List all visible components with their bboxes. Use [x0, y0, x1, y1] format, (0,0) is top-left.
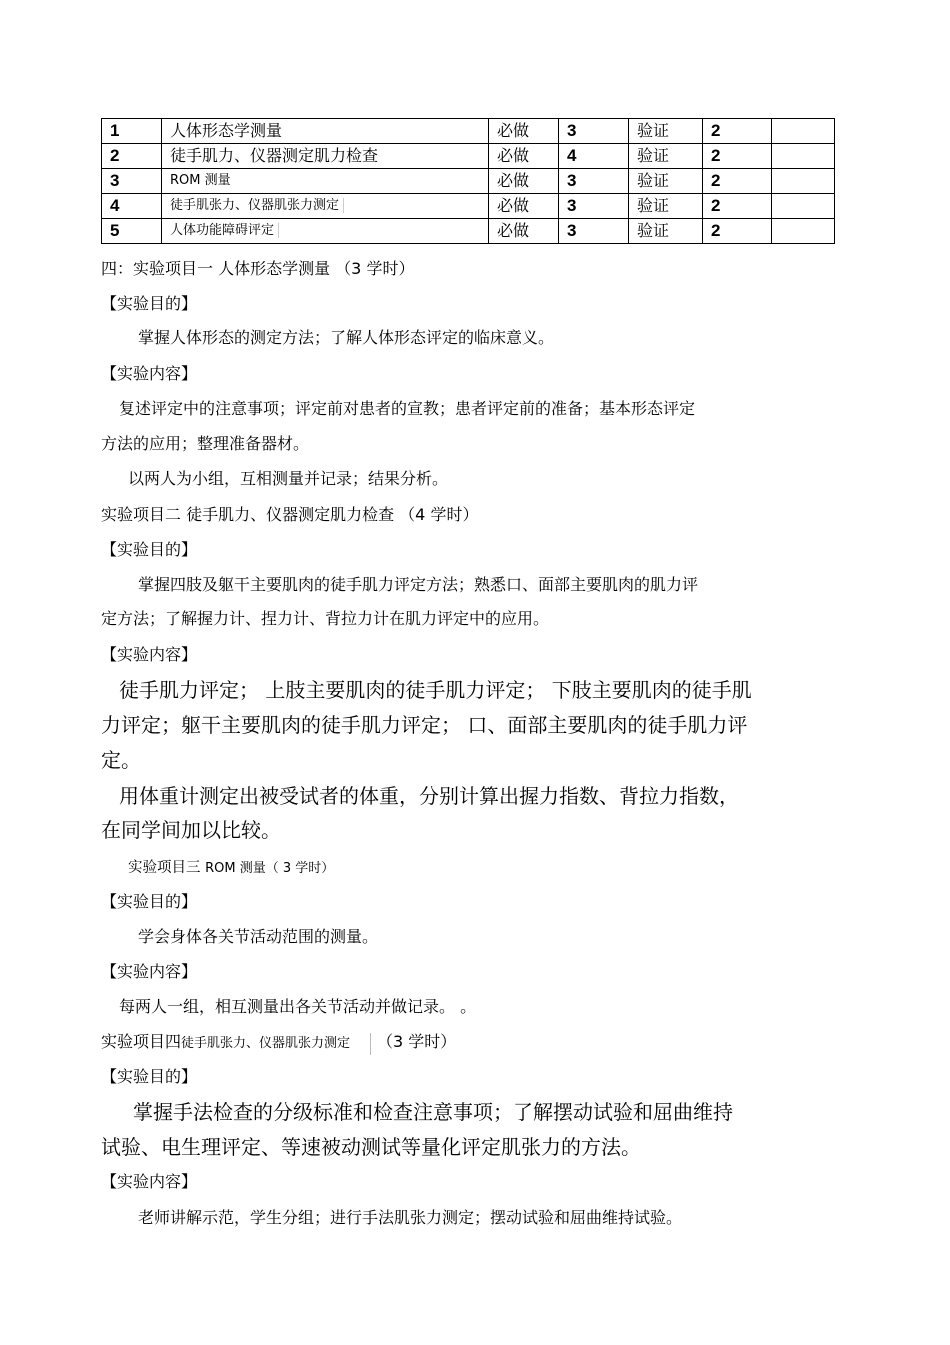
cell-count: 2: [703, 219, 772, 244]
cell-no: 3: [102, 169, 162, 194]
cell-name: [162, 194, 489, 219]
section-2-content-label: 【实验内容】: [101, 645, 198, 664]
cell-name: 徒手肌力、仪器测定肌力检查: [162, 144, 489, 169]
table-row: [102, 219, 835, 244]
section-4-purpose-text: 试验、电生理评定、等速被动测试等量化评定肌张力的方法。: [101, 1135, 641, 1159]
section-3-heading-title: ROM 测量（ 3 学时）: [205, 861, 335, 876]
section-1-purpose-label: 【实验目的】: [101, 294, 198, 313]
section-1-content-line: 复述评定中的注意事项；评定前对患者的宣教；患者评定前的准备；基本形态评定: [119, 399, 696, 418]
section-2-content-line: 力评定；躯干主要肌肉的徒手肌力评定； 口、面部主要肌肉的徒手肌力评: [101, 713, 748, 737]
cell-type: 必做: [489, 219, 559, 244]
table-row: [102, 194, 835, 219]
cell-extra: [772, 119, 835, 144]
section-4-heading: [101, 1031, 456, 1055]
cell-no: 1: [102, 119, 162, 144]
section-4-heading-hours: （3 学时）: [377, 1032, 457, 1051]
cell-name: 人体形态学测量: [162, 119, 489, 144]
section-2-purpose-text: 定方法；了解握力计、捏力计、背拉力计在肌力评定中的应用。: [101, 609, 550, 628]
table-row: [102, 169, 835, 194]
cell-extra: [772, 219, 835, 244]
section-2-content-line: 定。: [101, 748, 141, 772]
section-3-heading: [128, 857, 334, 880]
section-4-content-line: 老师讲解示范，学生分组；进行手法肌张力测定；摆动试验和屈曲维持试验。: [138, 1208, 683, 1227]
cell-extra: [772, 144, 835, 169]
cell-no: 5: [102, 219, 162, 244]
cell-category: 验证: [629, 194, 703, 219]
cell-no: 2: [102, 144, 162, 169]
cell-count: 2: [703, 169, 772, 194]
section-2-purpose-text: 掌握四肢及躯干主要肌肉的徒手肌力评定方法；熟悉口、面部主要肌肉的肌力评: [138, 575, 699, 594]
cell-hours: 4: [559, 144, 629, 169]
cell-hours: 3: [559, 194, 629, 219]
cell-hours: 3: [559, 119, 629, 144]
cell-extra: [772, 169, 835, 194]
section-2-content-line: 用体重计测定出被受试者的体重，分别计算出握力指数、背拉力指数，: [119, 784, 739, 808]
section-3-heading-prefix: 实验项目三: [128, 860, 206, 876]
section-3-purpose-text: 学会身体各关节活动范围的测量。: [138, 927, 379, 946]
table-row: [102, 119, 835, 144]
cell-count: 2: [703, 119, 772, 144]
cell-count: 2: [703, 144, 772, 169]
cell-type: 必做: [489, 169, 559, 194]
course-schedule-table: [101, 118, 835, 244]
cell-type: 必做: [489, 119, 559, 144]
cell-hours: 3: [559, 169, 629, 194]
cell-no: 4: [102, 194, 162, 219]
cell-extra: [772, 194, 835, 219]
cell-category: 验证: [629, 144, 703, 169]
section-1-content-line: 方法的应用；整理准备器材。: [101, 434, 310, 453]
section-4-heading-title: 徒手肌张力、仪器肌张力测定: [181, 1033, 371, 1055]
cell-hours: 3: [559, 219, 629, 244]
section-2-purpose-label: 【实验目的】: [101, 540, 198, 559]
cell-name: ROM 测量: [162, 169, 489, 194]
cell-name: [162, 219, 489, 244]
section-1-content-line: 以两人为小组，互相测量并记录；结果分析。: [128, 469, 449, 488]
cell-count: 2: [703, 194, 772, 219]
section-4-purpose-text: 掌握手法检查的分级标准和检查注意事项；了解摆动试验和屈曲维持: [133, 1100, 733, 1124]
section-2-content-line: 在同学间加以比较。: [101, 818, 281, 842]
section-3-content-line: 每两人一组，相互测量出各关节活动并做记录。 。: [119, 997, 477, 1016]
section-4-purpose-label: 【实验目的】: [101, 1067, 198, 1086]
cell-name-text: 徒手肌张力、仪器肌张力测定: [170, 198, 344, 213]
section-3-purpose-label: 【实验目的】: [101, 892, 198, 911]
table-row: [102, 144, 835, 169]
cell-category: 验证: [629, 219, 703, 244]
cell-type: 必做: [489, 194, 559, 219]
section-1-heading: 四：实验项目一 人体形态学测量 （3 学时）: [101, 259, 415, 278]
cell-name-text: 人体功能障碍评定: [170, 223, 279, 238]
section-4-content-label: 【实验内容】: [101, 1172, 198, 1191]
cell-type: 必做: [489, 144, 559, 169]
cell-category: 验证: [629, 169, 703, 194]
section-1-content-label: 【实验内容】: [101, 364, 198, 383]
section-2-content-line: 徒手肌力评定； 上肢主要肌肉的徒手肌力评定； 下肢主要肌肉的徒手肌: [119, 678, 752, 702]
cell-category: 验证: [629, 119, 703, 144]
section-1-purpose-text: 掌握人体形态的测定方法；了解人体形态评定的临床意义。: [138, 328, 555, 347]
section-3-content-label: 【实验内容】: [101, 962, 198, 981]
section-4-heading-prefix: 实验项目四: [101, 1032, 182, 1051]
section-2-heading: 实验项目二 徒手肌力、仪器测定肌力检查 （4 学时）: [101, 505, 479, 524]
